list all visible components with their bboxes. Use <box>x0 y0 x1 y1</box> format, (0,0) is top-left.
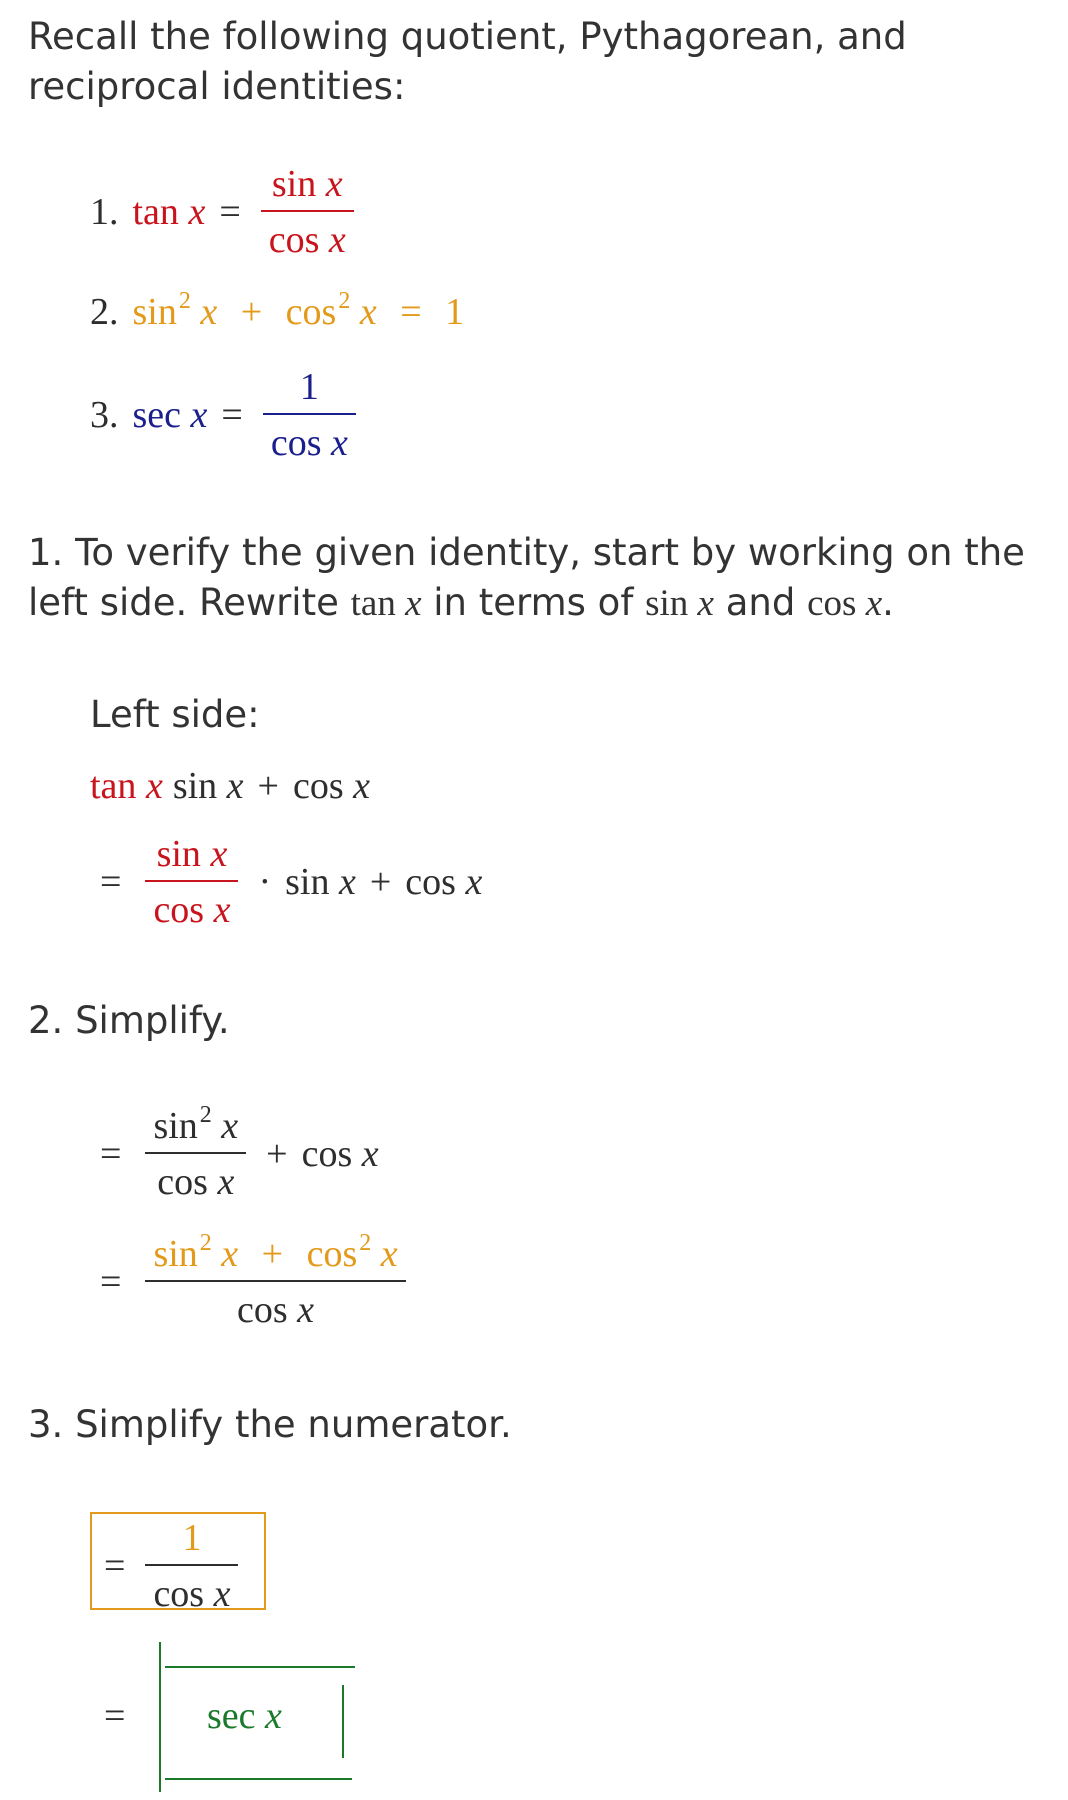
identity-1-equals: = <box>219 191 241 233</box>
step1-line1-tan: tan x <box>90 765 163 807</box>
left-side-label: Left side: <box>90 693 260 736</box>
step2-line1-fraction: $\frac{\sin^2 x}{\text{cos x}}$ <box>145 1104 246 1204</box>
green-box-top <box>165 1666 355 1668</box>
identity-3-equals: = <box>221 394 243 436</box>
identity-2-number: 2. <box>90 291 119 333</box>
identity-1-fraction: $\frac{\text{sin x}}{\text{cos x}}$ <box>261 162 354 262</box>
green-box-bottom <box>165 1778 352 1780</box>
identity-3-fraction: $\frac{1}{\text{cos x}}$ <box>263 365 356 465</box>
step3-result-sec: sec x <box>207 1695 282 1737</box>
step3-line2: = <box>104 1695 126 1737</box>
step2-heading: 2. Simplify. <box>28 999 230 1042</box>
step2-line1: = $\frac{\sin^2 x}{\text{cos x}}$ + cos x <box>100 1102 379 1203</box>
green-box-left <box>159 1642 161 1792</box>
green-box-right <box>342 1685 344 1758</box>
identity-1 <box>90 162 360 262</box>
identity-2 <box>90 290 464 334</box>
identity-1-lhs: tan x <box>132 191 206 233</box>
step1-line2-fraction: $\frac{\text{sin x}}{\text{cos x}}$ <box>145 832 238 932</box>
step2-line2-fraction: $\frac{\sin^2 x + \cos^2 x}{\text{cos x}}$ <box>145 1232 405 1332</box>
step1-text: 1. To verify the given identity, start by working on the left side. Rewrite tan x in terms of sin x and cos x. <box>28 531 1025 624</box>
identity-1-number: 1. <box>90 191 119 233</box>
step1-line2-equals: = <box>100 861 122 903</box>
step3-heading: 3. Simplify the numerator. <box>28 1403 512 1446</box>
step3-line1-fraction: $\frac{1}{\text{cos x}}$ <box>145 1516 238 1616</box>
step1-line2: = $\frac{\text{sin x}}{\text{cos x}}$ · sin x + cos x <box>100 833 483 931</box>
identity-3-number: 3. <box>90 394 119 436</box>
intro-text: Recall the following quotient, Pythagorean, and reciprocal identities: <box>28 15 907 108</box>
identity-2-expression: $\sin^2 x + \cos^2 x = 1$ <box>132 288 465 333</box>
step1-line1: tan x sin x + cos x <box>90 765 371 807</box>
step2-line2: = $\frac{\sin^2 x + \cos^2 x}{\text{cos x}}$ <box>100 1232 412 1332</box>
identity-3-lhs: sec x <box>132 394 208 436</box>
step3-line1: = $\frac{1}{\text{cos x}}$ <box>104 1516 244 1616</box>
identity-3 <box>90 365 362 465</box>
